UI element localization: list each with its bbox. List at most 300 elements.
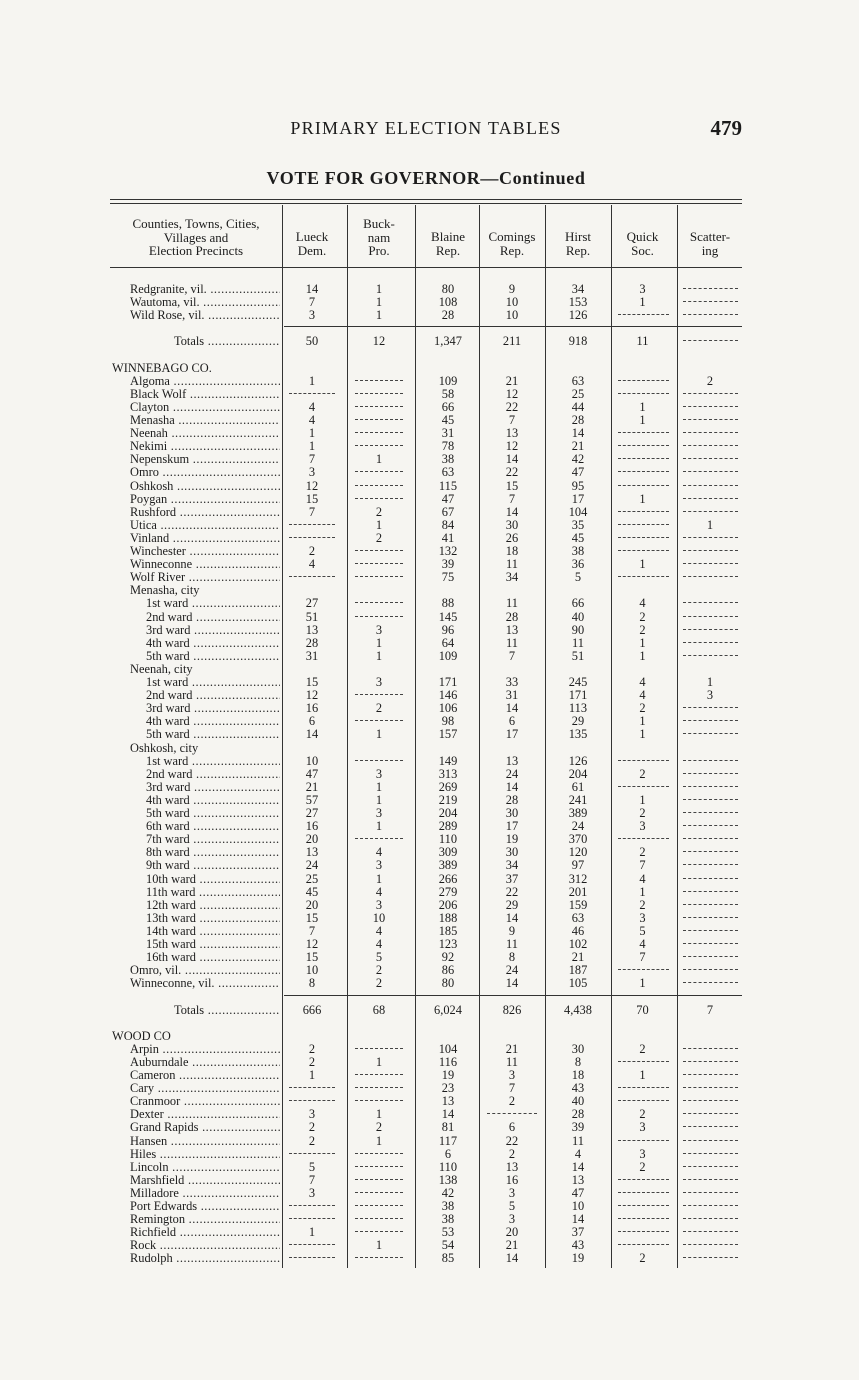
empty-cell-dash bbox=[355, 1087, 403, 1088]
empty-cell-dash bbox=[355, 616, 403, 617]
precinct-name: Winchester ..... bbox=[130, 545, 280, 558]
precinct-name: Richfield ..... bbox=[130, 1226, 280, 1239]
table-row bbox=[110, 283, 742, 296]
vote-count-lueck: 7 bbox=[308, 504, 316, 519]
group-heading-row bbox=[110, 1030, 742, 1043]
vote-count-blaine: 269 bbox=[438, 779, 458, 794]
vote-count-hirst: 135 bbox=[568, 727, 588, 742]
table-row bbox=[110, 1213, 742, 1226]
precinct-name: 1st ward ..... bbox=[146, 676, 280, 689]
vote-count-blaine: 149 bbox=[438, 753, 458, 768]
vote-count-hirst: 36 bbox=[571, 557, 585, 572]
empty-cell-dash bbox=[683, 773, 738, 774]
vote-count-quick: 3 bbox=[639, 1120, 646, 1135]
precinct-name: Remington ..... bbox=[130, 1213, 280, 1226]
table-row bbox=[110, 1121, 742, 1134]
vote-count-quick: 1 bbox=[639, 714, 646, 729]
column-divider bbox=[347, 205, 348, 1268]
vote-count-comings: 12 bbox=[505, 439, 519, 454]
vote-count-buck: 2 bbox=[375, 1120, 383, 1135]
empty-cell-dash bbox=[355, 1218, 403, 1219]
vote-count-hirst: 126 bbox=[568, 753, 588, 768]
empty-cell-dash bbox=[683, 904, 738, 905]
vote-count-blaine: 266 bbox=[438, 871, 458, 886]
vote-count-comings: 5 bbox=[508, 1199, 516, 1213]
vote-count-buck: 4 bbox=[375, 923, 383, 938]
precinct-name: 2nd ward ..... bbox=[146, 768, 280, 781]
vote-count-blaine: 110 bbox=[438, 832, 458, 847]
vote-count-comings: 9 bbox=[508, 282, 516, 296]
vote-count-comings: 6 bbox=[508, 1120, 516, 1135]
vote-count-blaine: 104 bbox=[438, 1041, 458, 1056]
vote-count-hirst: 46 bbox=[571, 923, 585, 938]
vote-count-lueck: 2 bbox=[308, 1041, 316, 1056]
vote-count-blaine: 116 bbox=[438, 1054, 458, 1069]
empty-cell-dash bbox=[683, 511, 738, 512]
precinct-name: 3rd ward ..... bbox=[146, 702, 280, 715]
vote-count-lueck: 6 bbox=[308, 714, 316, 729]
empty-cell-dash bbox=[683, 917, 738, 918]
vote-count-quick: 5 bbox=[639, 923, 646, 938]
table-row bbox=[110, 571, 742, 584]
empty-cell-dash bbox=[618, 1087, 669, 1088]
vote-count-hirst: 102 bbox=[568, 937, 588, 951]
table-row bbox=[110, 611, 742, 624]
table-row bbox=[110, 1174, 742, 1187]
vote-count-lueck: 3 bbox=[308, 1107, 316, 1122]
empty-cell-dash bbox=[683, 733, 738, 734]
empty-cell-dash bbox=[683, 1061, 738, 1062]
empty-cell-dash bbox=[618, 1244, 669, 1245]
empty-cell-dash bbox=[683, 471, 738, 472]
table-row bbox=[110, 1135, 742, 1148]
vote-count-lueck: 1 bbox=[308, 439, 316, 454]
precinct-name: 6th ward ..... bbox=[146, 820, 280, 833]
vote-count-blaine: 157 bbox=[438, 727, 458, 742]
vote-count-blaine: 45 bbox=[441, 413, 455, 427]
empty-cell-dash bbox=[618, 1231, 669, 1232]
column-header-line: Scatter- bbox=[689, 229, 731, 244]
empty-cell-dash bbox=[618, 393, 669, 394]
group-heading: WINNEBAGO CO. bbox=[112, 360, 212, 375]
vote-count-quick: 2 bbox=[639, 1107, 646, 1122]
vote-count-lueck: 16 bbox=[305, 701, 319, 716]
empty-cell-dash bbox=[618, 380, 669, 381]
precinct-name: Lincoln ..... bbox=[130, 1161, 280, 1174]
precinct-name: 2nd ward ..... bbox=[146, 611, 280, 624]
vote-count-comings: 30 bbox=[505, 517, 519, 532]
vote-count-quick: 1 bbox=[639, 491, 646, 506]
table-row bbox=[110, 1187, 742, 1200]
group-heading-row bbox=[110, 584, 742, 597]
vote-count-quick: 4 bbox=[639, 675, 646, 689]
empty-cell-dash bbox=[618, 524, 669, 525]
empty-cell-dash bbox=[355, 1100, 403, 1101]
table-row bbox=[110, 296, 742, 309]
empty-cell-dash bbox=[683, 406, 738, 407]
column-header-line: Election Precincts bbox=[148, 243, 244, 258]
vote-count-comings: 12 bbox=[505, 386, 519, 401]
empty-cell-dash bbox=[683, 498, 738, 499]
vote-count-lueck: 45 bbox=[305, 884, 319, 899]
column-divider bbox=[479, 205, 480, 1268]
vote-count-blaine: 138 bbox=[438, 1172, 458, 1187]
vote-count-buck: 1 bbox=[375, 282, 383, 296]
vote-count-hirst: 38 bbox=[571, 544, 585, 558]
vote-count-hirst: 25 bbox=[571, 386, 585, 401]
vote-count-buck: 1 bbox=[375, 727, 383, 742]
vote-count-lueck: 1 bbox=[308, 1225, 316, 1240]
empty-cell-dash bbox=[618, 537, 669, 538]
table-row bbox=[110, 388, 742, 401]
vote-count-comings: 17 bbox=[505, 727, 519, 742]
vote-count-buck: 1 bbox=[375, 1054, 383, 1069]
vote-count-lueck: 2 bbox=[308, 1054, 316, 1069]
vote-count-buck: 4 bbox=[375, 884, 383, 899]
precinct-name: Neenah ..... bbox=[130, 427, 280, 440]
vote-count-comings: 20 bbox=[505, 1225, 519, 1240]
vote-count-buck: 1 bbox=[375, 648, 383, 663]
vote-count-blaine: 6,024 bbox=[434, 1002, 462, 1017]
empty-cell-dash bbox=[683, 563, 738, 564]
vote-count-lueck: 1 bbox=[308, 373, 316, 388]
vote-count-hirst: 113 bbox=[568, 701, 588, 716]
vote-count-comings: 2 bbox=[508, 1094, 516, 1109]
totals-row bbox=[110, 1004, 742, 1017]
empty-cell-dash bbox=[618, 1061, 669, 1062]
vote-count-hirst: 47 bbox=[571, 1185, 585, 1200]
vote-count-comings: 2 bbox=[508, 1146, 516, 1161]
empty-cell-dash bbox=[683, 838, 738, 839]
vote-count-buck: 1 bbox=[375, 1238, 383, 1253]
column-header-line: Soc. bbox=[631, 242, 654, 258]
vote-count-comings: 29 bbox=[505, 897, 519, 912]
vote-count-hirst: 171 bbox=[568, 688, 588, 703]
empty-cell-dash bbox=[683, 982, 738, 983]
precinct-name: Clayton ..... bbox=[130, 401, 280, 414]
vote-count-hirst: 13 bbox=[571, 1172, 585, 1187]
column-header-hirst bbox=[548, 230, 608, 257]
table-row bbox=[110, 715, 742, 728]
vote-count-hirst: 28 bbox=[571, 413, 585, 427]
table-row bbox=[110, 1200, 742, 1213]
column-header-line: Rep. bbox=[435, 242, 461, 258]
empty-cell-dash bbox=[683, 1087, 738, 1088]
table-row bbox=[110, 1069, 742, 1082]
totals-rule bbox=[284, 326, 742, 327]
empty-cell-dash bbox=[289, 1244, 335, 1245]
empty-cell-dash bbox=[618, 445, 669, 446]
vote-count-quick: 2 bbox=[639, 897, 646, 912]
vote-count-lueck: 10 bbox=[305, 963, 319, 978]
empty-cell-dash bbox=[683, 616, 738, 617]
empty-cell-dash bbox=[289, 576, 335, 577]
vote-count-hirst: 29 bbox=[571, 714, 585, 729]
precinct-name: 4th ward ..... bbox=[146, 715, 280, 728]
vote-count-blaine: 389 bbox=[438, 858, 458, 873]
vote-count-buck: 10 bbox=[372, 910, 386, 925]
empty-cell-dash bbox=[683, 340, 738, 341]
vote-count-quick: 7 bbox=[639, 950, 646, 965]
vote-count-comings: 14 bbox=[505, 976, 519, 991]
empty-cell-dash bbox=[618, 432, 669, 433]
empty-cell-dash bbox=[289, 524, 335, 525]
table-row bbox=[110, 1252, 742, 1265]
vote-count-comings: 37 bbox=[505, 871, 519, 886]
vote-count-blaine: 23 bbox=[441, 1081, 455, 1096]
vote-count-blaine: 80 bbox=[441, 282, 455, 296]
vote-count-scat: 1 bbox=[706, 517, 714, 532]
vote-count-quick: 2 bbox=[639, 766, 646, 781]
empty-cell-dash bbox=[683, 1100, 738, 1101]
precinct-name: 10th ward ..... bbox=[146, 873, 280, 886]
empty-cell-dash bbox=[618, 760, 669, 761]
vote-count-blaine: 206 bbox=[438, 897, 458, 912]
vote-count-blaine: 80 bbox=[441, 976, 455, 991]
empty-cell-dash bbox=[683, 1074, 738, 1075]
vote-count-hirst: 8 bbox=[574, 1054, 582, 1069]
vote-count-hirst: 11 bbox=[572, 635, 584, 650]
precinct-name: Oshkosh ..... bbox=[130, 480, 280, 493]
precinct-name: Nepenskum ..... bbox=[130, 453, 280, 466]
empty-cell-dash bbox=[683, 1192, 738, 1193]
vote-count-comings: 3 bbox=[508, 1185, 516, 1200]
table-row bbox=[110, 807, 742, 820]
vote-count-comings: 31 bbox=[505, 688, 519, 703]
vote-count-lueck: 47 bbox=[305, 766, 319, 781]
vote-count-hirst: 153 bbox=[568, 295, 588, 310]
vote-count-comings: 16 bbox=[505, 1172, 519, 1187]
empty-cell-dash bbox=[355, 1257, 403, 1258]
table-row bbox=[110, 886, 742, 899]
table-row bbox=[110, 768, 742, 781]
vote-count-quick: 4 bbox=[639, 871, 646, 886]
vote-count-comings: 28 bbox=[505, 792, 519, 807]
vote-count-blaine: 1,347 bbox=[434, 334, 462, 349]
vote-count-quick: 7 bbox=[639, 858, 646, 873]
vote-count-hirst: 63 bbox=[571, 373, 585, 388]
vote-count-quick: 2 bbox=[639, 609, 646, 624]
vote-count-scat: 7 bbox=[706, 1002, 714, 1017]
vote-count-quick: 11 bbox=[636, 334, 649, 349]
vote-count-lueck: 4 bbox=[308, 413, 316, 427]
vote-count-hirst: 14 bbox=[571, 1159, 585, 1174]
empty-cell-dash bbox=[683, 485, 738, 486]
vote-count-quick: 2 bbox=[639, 806, 646, 820]
empty-cell-dash bbox=[355, 485, 403, 486]
empty-cell-dash bbox=[683, 655, 738, 656]
vote-count-blaine: 54 bbox=[441, 1238, 455, 1253]
table-row bbox=[110, 1056, 742, 1069]
empty-cell-dash bbox=[355, 498, 403, 499]
table-row bbox=[110, 414, 742, 427]
table-row bbox=[110, 532, 742, 545]
vote-count-quick: 2 bbox=[639, 701, 646, 716]
vote-count-quick: 3 bbox=[639, 282, 646, 296]
vote-count-hirst: 45 bbox=[571, 530, 585, 545]
empty-cell-dash bbox=[618, 838, 669, 839]
precinct-name: 13th ward ..... bbox=[146, 912, 280, 925]
vote-count-lueck: 3 bbox=[308, 465, 316, 480]
vote-count-comings: 3 bbox=[508, 1068, 516, 1082]
vote-count-blaine: 84 bbox=[441, 517, 455, 532]
vote-count-buck: 1 bbox=[375, 452, 383, 467]
column-header-line: nam bbox=[367, 229, 391, 245]
vote-count-hirst: 10 bbox=[571, 1199, 585, 1213]
table-row bbox=[110, 519, 742, 532]
empty-cell-dash bbox=[355, 1205, 403, 1206]
vote-count-lueck: 28 bbox=[305, 635, 319, 650]
vote-count-blaine: 96 bbox=[441, 622, 455, 637]
precinct-name: Cameron ..... bbox=[130, 1069, 280, 1082]
column-header-blaine bbox=[418, 230, 478, 257]
empty-cell-dash bbox=[355, 393, 403, 394]
precinct-name: 7th ward ..... bbox=[146, 833, 280, 846]
empty-cell-dash bbox=[683, 720, 738, 721]
column-header-line: Comings bbox=[488, 229, 536, 244]
vote-count-lueck: 16 bbox=[305, 819, 319, 834]
empty-cell-dash bbox=[683, 760, 738, 761]
table-row bbox=[110, 597, 742, 610]
table-row bbox=[110, 925, 742, 938]
vote-count-hirst: 201 bbox=[568, 884, 588, 899]
vote-count-buck: 5 bbox=[375, 950, 383, 965]
vote-count-buck: 2 bbox=[375, 976, 383, 991]
vote-count-lueck: 14 bbox=[305, 727, 319, 742]
vote-count-lueck: 7 bbox=[308, 1172, 316, 1187]
vote-count-buck: 3 bbox=[375, 766, 383, 781]
column-header-quick bbox=[615, 230, 670, 257]
vote-count-comings: 7 bbox=[508, 491, 516, 506]
table-row bbox=[110, 755, 742, 768]
vote-count-lueck: 15 bbox=[305, 910, 319, 925]
vote-count-blaine: 109 bbox=[438, 373, 458, 388]
table-row bbox=[110, 1161, 742, 1174]
empty-cell-dash bbox=[355, 1153, 403, 1154]
vote-count-comings: 21 bbox=[505, 1238, 519, 1253]
vote-count-blaine: 86 bbox=[441, 963, 455, 978]
vote-count-lueck: 2 bbox=[308, 544, 316, 558]
vote-count-buck: 12 bbox=[372, 334, 386, 349]
table-row bbox=[110, 846, 742, 859]
vote-count-hirst: 14 bbox=[571, 1212, 585, 1227]
vote-count-buck: 3 bbox=[375, 622, 383, 637]
precinct-name: Wautoma, vil. ..... bbox=[130, 296, 280, 309]
vote-count-buck: 3 bbox=[375, 858, 383, 873]
vote-count-lueck: 4 bbox=[308, 399, 316, 414]
empty-cell-dash bbox=[618, 471, 669, 472]
vote-count-scat: 3 bbox=[706, 688, 714, 703]
table-row bbox=[110, 309, 742, 322]
vote-count-scat: 1 bbox=[706, 675, 714, 689]
vote-count-lueck: 666 bbox=[302, 1002, 322, 1017]
vote-count-quick: 3 bbox=[639, 819, 646, 834]
column-header-line: Quick bbox=[626, 229, 659, 244]
vote-count-lueck: 1 bbox=[308, 426, 316, 441]
vote-count-buck: 1 bbox=[375, 308, 383, 323]
vote-count-lueck: 12 bbox=[305, 478, 319, 493]
vote-count-comings: 33 bbox=[505, 675, 519, 689]
vote-count-comings: 10 bbox=[505, 295, 519, 310]
vote-count-comings: 7 bbox=[508, 413, 516, 427]
precinct-name: Poygan ..... bbox=[130, 493, 280, 506]
column-header-area bbox=[110, 217, 282, 258]
table-row bbox=[110, 1095, 742, 1108]
vote-count-blaine: 38 bbox=[441, 452, 455, 467]
precinct-name: Port Edwards ..... bbox=[130, 1200, 280, 1213]
empty-cell-dash bbox=[618, 1100, 669, 1101]
vote-count-buck: 1 bbox=[375, 792, 383, 807]
empty-cell-dash bbox=[289, 393, 335, 394]
empty-cell-dash bbox=[618, 1205, 669, 1206]
column-header-buck bbox=[350, 217, 408, 258]
precinct-name: Omro ..... bbox=[130, 466, 280, 479]
precinct-name: Winneconne ..... bbox=[130, 558, 280, 571]
table-row bbox=[110, 1148, 742, 1161]
vote-count-hirst: 245 bbox=[568, 675, 588, 689]
vote-count-buck: 1 bbox=[375, 1133, 383, 1148]
vote-count-hirst: 241 bbox=[568, 792, 588, 807]
vote-count-hirst: 918 bbox=[568, 334, 588, 349]
empty-cell-dash bbox=[683, 707, 738, 708]
vote-count-lueck: 3 bbox=[308, 308, 316, 323]
vote-count-hirst: 120 bbox=[568, 845, 588, 860]
precinct-name: Grand Rapids ..... bbox=[130, 1121, 280, 1134]
vote-count-comings: 30 bbox=[505, 845, 519, 860]
empty-cell-dash bbox=[618, 576, 669, 577]
vote-count-buck: 4 bbox=[375, 845, 383, 860]
vote-count-comings: 7 bbox=[508, 1081, 516, 1096]
vote-count-hirst: 95 bbox=[571, 478, 585, 493]
vote-count-quick: 70 bbox=[636, 1002, 649, 1017]
totals-row bbox=[110, 335, 742, 348]
vote-count-quick: 1 bbox=[639, 727, 646, 742]
empty-cell-dash bbox=[355, 471, 403, 472]
vote-count-lueck: 20 bbox=[305, 897, 319, 912]
table-row bbox=[110, 493, 742, 506]
empty-cell-dash bbox=[618, 786, 669, 787]
vote-count-blaine: 92 bbox=[441, 950, 455, 965]
column-divider bbox=[545, 205, 546, 1268]
vote-count-buck: 68 bbox=[372, 1002, 386, 1017]
empty-cell-dash bbox=[618, 1218, 669, 1219]
vote-count-buck: 2 bbox=[375, 530, 383, 545]
empty-cell-dash bbox=[355, 419, 403, 420]
vote-count-lueck: 12 bbox=[305, 937, 319, 951]
top-double-rule bbox=[110, 199, 742, 200]
vote-count-hirst: 17 bbox=[571, 491, 585, 506]
empty-cell-dash bbox=[289, 1257, 335, 1258]
section-title: VOTE FOR GOVERNOR—Continued bbox=[266, 168, 586, 188]
table-row bbox=[110, 1108, 742, 1121]
empty-cell-dash bbox=[683, 550, 738, 551]
precinct-name: Rushford ..... bbox=[130, 506, 280, 519]
empty-cell-dash bbox=[683, 1244, 738, 1245]
empty-cell-dash bbox=[487, 1113, 537, 1114]
table-row bbox=[110, 833, 742, 846]
precinct-name: 4th ward ..... bbox=[146, 794, 280, 807]
empty-cell-dash bbox=[683, 799, 738, 800]
vote-count-comings: 30 bbox=[505, 806, 519, 820]
table-row bbox=[110, 440, 742, 453]
empty-cell-dash bbox=[618, 550, 669, 551]
vote-count-lueck: 7 bbox=[308, 452, 316, 467]
table-row bbox=[110, 873, 742, 886]
vote-count-blaine: 106 bbox=[438, 701, 458, 716]
vote-count-lueck: 7 bbox=[308, 923, 316, 938]
vote-count-blaine: 64 bbox=[441, 635, 455, 650]
header-rule bbox=[110, 267, 742, 268]
